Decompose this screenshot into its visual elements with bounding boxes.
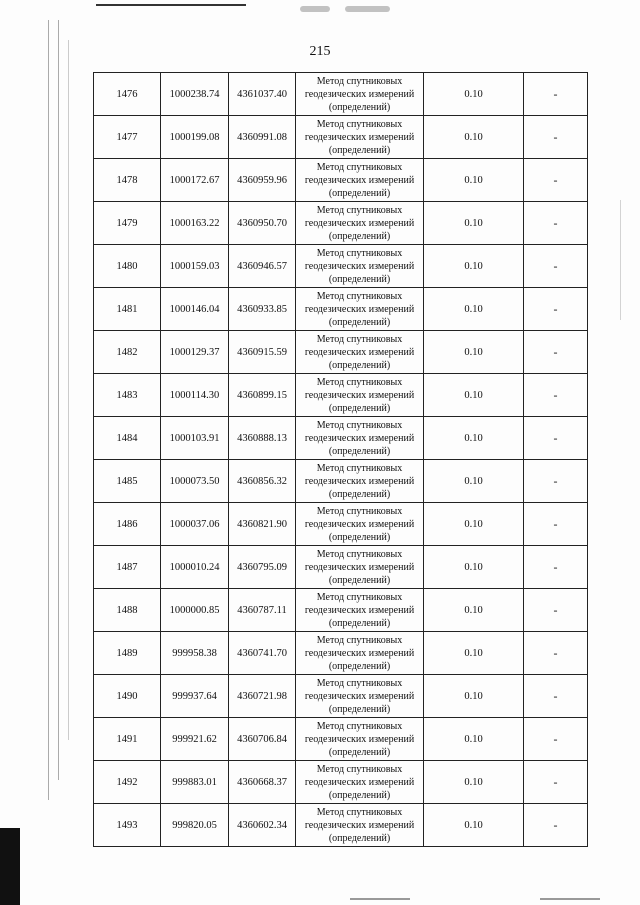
method-cell bbox=[296, 675, 424, 718]
point-number-cell: 1490 bbox=[94, 675, 161, 718]
accuracy-cell: 0.10 bbox=[424, 761, 524, 804]
method-line: (определений) bbox=[328, 316, 391, 328]
method-cell bbox=[296, 374, 424, 417]
coordinates-table bbox=[93, 72, 588, 847]
y-coordinate-cell: 4360899.15 bbox=[229, 374, 296, 417]
method-line: Метод спутниковых bbox=[316, 720, 403, 732]
method-line: (определений) bbox=[328, 402, 391, 414]
note-cell: - bbox=[524, 804, 588, 847]
x-coordinate-cell: 999937.64 bbox=[161, 675, 229, 718]
method-line: геодезических измерений bbox=[304, 776, 415, 788]
method-cell bbox=[296, 288, 424, 331]
method-cell bbox=[296, 632, 424, 675]
method-line: геодезических измерений bbox=[304, 217, 415, 229]
note-cell: - bbox=[524, 116, 588, 159]
y-coordinate-cell: 4360821.90 bbox=[229, 503, 296, 546]
method-line: геодезических измерений bbox=[304, 561, 415, 573]
accuracy-cell: 0.10 bbox=[424, 245, 524, 288]
y-coordinate-cell: 4360991.08 bbox=[229, 116, 296, 159]
y-coordinate-cell: 4360721.98 bbox=[229, 675, 296, 718]
method-line: Метод спутниковых bbox=[316, 118, 403, 130]
table-row bbox=[94, 159, 588, 202]
method-line: геодезических измерений bbox=[304, 475, 415, 487]
scan-smudge bbox=[345, 6, 390, 12]
x-coordinate-cell: 999921.62 bbox=[161, 718, 229, 761]
x-coordinate-cell: 1000010.24 bbox=[161, 546, 229, 589]
accuracy-cell: 0.10 bbox=[424, 73, 524, 116]
method-cell bbox=[296, 503, 424, 546]
table-row bbox=[94, 460, 588, 503]
x-coordinate-cell: 1000000.85 bbox=[161, 589, 229, 632]
method-line: Метод спутниковых bbox=[316, 462, 403, 474]
method-cell bbox=[296, 417, 424, 460]
method-cell bbox=[296, 202, 424, 245]
method-line: (определений) bbox=[328, 832, 391, 844]
method-line: геодезических измерений bbox=[304, 604, 415, 616]
method-line: геодезических измерений bbox=[304, 346, 415, 358]
note-cell: - bbox=[524, 331, 588, 374]
note-cell: - bbox=[524, 675, 588, 718]
point-number-cell: 1479 bbox=[94, 202, 161, 245]
y-coordinate-cell: 4360933.85 bbox=[229, 288, 296, 331]
point-number-cell: 1483 bbox=[94, 374, 161, 417]
method-cell bbox=[296, 460, 424, 503]
method-line: (определений) bbox=[328, 445, 391, 457]
table-row bbox=[94, 202, 588, 245]
x-coordinate-cell: 999958.38 bbox=[161, 632, 229, 675]
method-cell bbox=[296, 546, 424, 589]
method-line: (определений) bbox=[328, 703, 391, 715]
table-row bbox=[94, 718, 588, 761]
scan-smudge bbox=[300, 6, 330, 12]
accuracy-cell: 0.10 bbox=[424, 503, 524, 546]
x-coordinate-cell: 999883.01 bbox=[161, 761, 229, 804]
x-coordinate-cell: 1000114.30 bbox=[161, 374, 229, 417]
method-line: геодезических измерений bbox=[304, 303, 415, 315]
method-line: Метод спутниковых bbox=[316, 75, 403, 87]
accuracy-cell: 0.10 bbox=[424, 116, 524, 159]
note-cell: - bbox=[524, 761, 588, 804]
method-line: (определений) bbox=[328, 574, 391, 586]
method-line: Метод спутниковых bbox=[316, 677, 403, 689]
margin-line bbox=[68, 40, 69, 740]
table-row bbox=[94, 331, 588, 374]
x-coordinate-cell: 999820.05 bbox=[161, 804, 229, 847]
table-row bbox=[94, 675, 588, 718]
method-cell bbox=[296, 761, 424, 804]
method-line: (определений) bbox=[328, 746, 391, 758]
y-coordinate-cell: 4360915.59 bbox=[229, 331, 296, 374]
scan-mark bbox=[540, 898, 600, 900]
x-coordinate-cell: 1000129.37 bbox=[161, 331, 229, 374]
method-cell bbox=[296, 718, 424, 761]
y-coordinate-cell: 4360888.13 bbox=[229, 417, 296, 460]
method-line: (определений) bbox=[328, 660, 391, 672]
note-cell: - bbox=[524, 202, 588, 245]
method-line: геодезических измерений bbox=[304, 131, 415, 143]
point-number-cell: 1489 bbox=[94, 632, 161, 675]
table-row bbox=[94, 503, 588, 546]
method-line: (определений) bbox=[328, 144, 391, 156]
table-row bbox=[94, 804, 588, 847]
accuracy-cell: 0.10 bbox=[424, 589, 524, 632]
method-line: геодезических измерений bbox=[304, 389, 415, 401]
x-coordinate-cell: 1000103.91 bbox=[161, 417, 229, 460]
point-number-cell: 1478 bbox=[94, 159, 161, 202]
method-line: Метод спутниковых bbox=[316, 333, 403, 345]
table-row bbox=[94, 589, 588, 632]
note-cell: - bbox=[524, 288, 588, 331]
table-row bbox=[94, 288, 588, 331]
x-coordinate-cell: 1000172.67 bbox=[161, 159, 229, 202]
point-number-cell: 1482 bbox=[94, 331, 161, 374]
point-number-cell: 1477 bbox=[94, 116, 161, 159]
note-cell: - bbox=[524, 546, 588, 589]
method-line: (определений) bbox=[328, 488, 391, 500]
y-coordinate-cell: 4360602.34 bbox=[229, 804, 296, 847]
y-coordinate-cell: 4360946.57 bbox=[229, 245, 296, 288]
note-cell: - bbox=[524, 632, 588, 675]
note-cell: - bbox=[524, 718, 588, 761]
accuracy-cell: 0.10 bbox=[424, 675, 524, 718]
x-coordinate-cell: 1000163.22 bbox=[161, 202, 229, 245]
y-coordinate-cell: 4360950.70 bbox=[229, 202, 296, 245]
method-cell bbox=[296, 73, 424, 116]
x-coordinate-cell: 1000199.08 bbox=[161, 116, 229, 159]
table-row bbox=[94, 73, 588, 116]
note-cell: - bbox=[524, 245, 588, 288]
accuracy-cell: 0.10 bbox=[424, 718, 524, 761]
method-cell bbox=[296, 589, 424, 632]
accuracy-cell: 0.10 bbox=[424, 417, 524, 460]
accuracy-cell: 0.10 bbox=[424, 460, 524, 503]
method-line: (определений) bbox=[328, 273, 391, 285]
method-line: Метод спутниковых bbox=[316, 634, 403, 646]
method-line: Метод спутниковых bbox=[316, 290, 403, 302]
x-coordinate-cell: 1000159.03 bbox=[161, 245, 229, 288]
y-coordinate-cell: 4360959.96 bbox=[229, 159, 296, 202]
note-cell: - bbox=[524, 159, 588, 202]
method-cell bbox=[296, 804, 424, 847]
point-number-cell: 1488 bbox=[94, 589, 161, 632]
method-line: Метод спутниковых bbox=[316, 548, 403, 560]
accuracy-cell: 0.10 bbox=[424, 288, 524, 331]
accuracy-cell: 0.10 bbox=[424, 202, 524, 245]
top-rule bbox=[96, 4, 246, 6]
x-coordinate-cell: 1000146.04 bbox=[161, 288, 229, 331]
method-line: Метод спутниковых bbox=[316, 505, 403, 517]
scan-mark bbox=[350, 898, 410, 900]
method-line: (определений) bbox=[328, 789, 391, 801]
method-line: (определений) bbox=[328, 359, 391, 371]
note-cell: - bbox=[524, 460, 588, 503]
table-row bbox=[94, 417, 588, 460]
x-coordinate-cell: 1000238.74 bbox=[161, 73, 229, 116]
margin-line bbox=[48, 20, 49, 800]
method-line: Метод спутниковых bbox=[316, 247, 403, 259]
method-line: Метод спутниковых bbox=[316, 591, 403, 603]
method-line: геодезических измерений bbox=[304, 733, 415, 745]
note-cell: - bbox=[524, 589, 588, 632]
y-coordinate-cell: 4360856.32 bbox=[229, 460, 296, 503]
margin-line bbox=[620, 200, 621, 320]
method-line: (определений) bbox=[328, 617, 391, 629]
method-line: (определений) bbox=[328, 531, 391, 543]
note-cell: - bbox=[524, 503, 588, 546]
method-line: Метод спутниковых bbox=[316, 806, 403, 818]
scan-edge-bar bbox=[0, 828, 20, 905]
table-row bbox=[94, 546, 588, 589]
note-cell: - bbox=[524, 417, 588, 460]
method-line: геодезических измерений bbox=[304, 690, 415, 702]
x-coordinate-cell: 1000037.06 bbox=[161, 503, 229, 546]
method-line: Метод спутниковых bbox=[316, 161, 403, 173]
method-line: геодезических измерений bbox=[304, 518, 415, 530]
point-number-cell: 1480 bbox=[94, 245, 161, 288]
method-line: Метод спутниковых bbox=[316, 419, 403, 431]
method-line: Метод спутниковых bbox=[316, 763, 403, 775]
method-line: Метод спутниковых bbox=[316, 204, 403, 216]
table-row bbox=[94, 245, 588, 288]
page-number: 215 bbox=[309, 44, 331, 59]
point-number-cell: 1491 bbox=[94, 718, 161, 761]
accuracy-cell: 0.10 bbox=[424, 632, 524, 675]
method-line: геодезических измерений bbox=[304, 819, 415, 831]
table-row bbox=[94, 374, 588, 417]
y-coordinate-cell: 4360741.70 bbox=[229, 632, 296, 675]
method-line: (определений) bbox=[328, 187, 391, 199]
accuracy-cell: 0.10 bbox=[424, 546, 524, 589]
y-coordinate-cell: 4360668.37 bbox=[229, 761, 296, 804]
point-number-cell: 1486 bbox=[94, 503, 161, 546]
method-line: геодезических измерений bbox=[304, 647, 415, 659]
y-coordinate-cell: 4360795.09 bbox=[229, 546, 296, 589]
point-number-cell: 1476 bbox=[94, 73, 161, 116]
method-cell bbox=[296, 331, 424, 374]
margin-line bbox=[58, 20, 59, 780]
y-coordinate-cell: 4360787.11 bbox=[229, 589, 296, 632]
note-cell: - bbox=[524, 374, 588, 417]
point-number-cell: 1487 bbox=[94, 546, 161, 589]
method-cell bbox=[296, 116, 424, 159]
table-row bbox=[94, 116, 588, 159]
accuracy-cell: 0.10 bbox=[424, 159, 524, 202]
table-row bbox=[94, 632, 588, 675]
point-number-cell: 1493 bbox=[94, 804, 161, 847]
accuracy-cell: 0.10 bbox=[424, 374, 524, 417]
method-line: (определений) bbox=[328, 101, 391, 113]
y-coordinate-cell: 4360706.84 bbox=[229, 718, 296, 761]
method-line: геодезических измерений bbox=[304, 88, 415, 100]
method-line: геодезических измерений bbox=[304, 174, 415, 186]
x-coordinate-cell: 1000073.50 bbox=[161, 460, 229, 503]
point-number-cell: 1484 bbox=[94, 417, 161, 460]
point-number-cell: 1485 bbox=[94, 460, 161, 503]
method-cell bbox=[296, 159, 424, 202]
accuracy-cell: 0.10 bbox=[424, 804, 524, 847]
method-line: Метод спутниковых bbox=[316, 376, 403, 388]
method-cell bbox=[296, 245, 424, 288]
method-line: (определений) bbox=[328, 230, 391, 242]
accuracy-cell: 0.10 bbox=[424, 331, 524, 374]
point-number-cell: 1481 bbox=[94, 288, 161, 331]
method-line: геодезических измерений bbox=[304, 432, 415, 444]
table-row bbox=[94, 761, 588, 804]
method-line: геодезических измерений bbox=[304, 260, 415, 272]
y-coordinate-cell: 4361037.40 bbox=[229, 73, 296, 116]
point-number-cell: 1492 bbox=[94, 761, 161, 804]
note-cell: - bbox=[524, 73, 588, 116]
